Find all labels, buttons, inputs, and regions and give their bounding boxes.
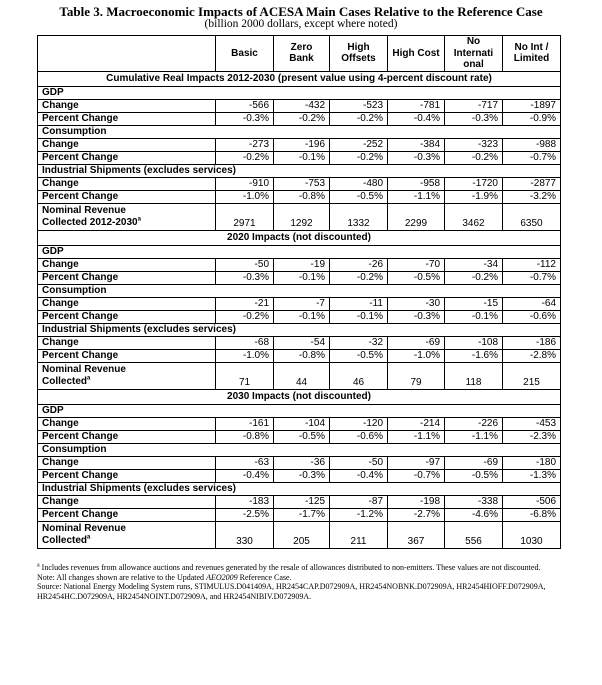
table-subtitle: (billion 2000 dollars, except where noted): [204, 18, 398, 30]
cell-value: -26: [330, 258, 388, 271]
table-row: [38, 297, 561, 310]
cell-value: -15: [445, 297, 503, 310]
cell-value: -226: [445, 417, 503, 430]
revenue-label-line2: Collected: [42, 534, 88, 546]
cell-value: -0.4%: [330, 469, 388, 482]
revenue-value: 367: [388, 521, 445, 548]
section-heading-row: [38, 389, 561, 404]
cell-value: -2.8%: [503, 349, 561, 362]
cell-value: -717: [445, 99, 503, 112]
cell-value: -453: [503, 417, 561, 430]
row-label: Percent Change: [38, 151, 216, 164]
cell-value: -196: [274, 138, 330, 151]
footnote-mark: a: [37, 562, 40, 569]
cell-value: -252: [330, 138, 388, 151]
cell-value: -0.7%: [388, 469, 445, 482]
cell-value: -0.8%: [274, 349, 330, 362]
cell-value: -480: [330, 177, 388, 190]
cell-value: -0.7%: [503, 151, 561, 164]
note-prefix: Note: All changes shown are relative to the Updated: [37, 572, 207, 582]
revenue-value: 118: [445, 362, 503, 389]
cell-value: -1.0%: [388, 349, 445, 362]
table-row: [38, 138, 561, 151]
group-name: GDP: [38, 86, 561, 99]
cell-value: -87: [330, 495, 388, 508]
group-row: [38, 245, 561, 258]
cell-value: -214: [388, 417, 445, 430]
cell-value: -0.2%: [216, 151, 274, 164]
column-header: [38, 36, 216, 72]
footnote-mark: a: [137, 216, 141, 223]
cell-value: -1.6%: [445, 349, 503, 362]
cell-value: -0.3%: [388, 310, 445, 323]
revenue-value: 6350: [503, 203, 561, 230]
cell-value: -0.2%: [216, 310, 274, 323]
row-label: Percent Change: [38, 349, 216, 362]
cell-value: -1.9%: [445, 190, 503, 203]
group-name: Industrial Shipments (excludes services): [38, 482, 561, 495]
cell-value: -0.3%: [274, 469, 330, 482]
column-header: Basic: [216, 36, 274, 72]
row-label: Percent Change: [38, 190, 216, 203]
cell-value: -0.5%: [274, 430, 330, 443]
row-label: Change: [38, 258, 216, 271]
cell-value: -1.1%: [445, 430, 503, 443]
table-row: [38, 99, 561, 112]
table-row: [38, 430, 561, 443]
cell-value: -50: [330, 456, 388, 469]
group-name: Industrial Shipments (excludes services): [38, 323, 561, 336]
cell-value: -125: [274, 495, 330, 508]
column-header: No Int / Limited: [503, 36, 561, 72]
cell-value: -69: [388, 336, 445, 349]
table-title: Table 3. Macroeconomic Impacts of ACESA Main Cases Relative to the Reference Case: [59, 4, 543, 19]
table-row: [38, 495, 561, 508]
revenue-value: 79: [388, 362, 445, 389]
cell-value: -0.5%: [330, 349, 388, 362]
cell-value: -1720: [445, 177, 503, 190]
table-row: [38, 349, 561, 362]
row-label: Change: [38, 177, 216, 190]
cell-value: -21: [216, 297, 274, 310]
cell-value: -0.3%: [445, 112, 503, 125]
cell-value: -161: [216, 417, 274, 430]
row-label: Change: [38, 417, 216, 430]
table-row: [38, 310, 561, 323]
cell-value: -19: [274, 258, 330, 271]
cell-value: -183: [216, 495, 274, 508]
source-line: Source: National Energy Modeling System runs, STIMULUS.D041409A, HR2454CAP.D072909A, HR2454NOBNK.D072909A, HR2454HIOFF.D072909A, HR2454HC.D072909A, HR2454NOINT.D072909A, and HR2454NIBIV.D072909A.: [37, 582, 546, 601]
revenue-value: 215: [503, 362, 561, 389]
footnotes: [37, 563, 567, 601]
revenue-value: 44: [274, 362, 330, 389]
cell-value: -1.1%: [388, 430, 445, 443]
row-label: Change: [38, 495, 216, 508]
cell-value: -338: [445, 495, 503, 508]
row-label: Change: [38, 138, 216, 151]
row-label: Percent Change: [38, 430, 216, 443]
cell-value: -753: [274, 177, 330, 190]
table-row: [38, 151, 561, 164]
footnote-mark: a: [87, 534, 91, 541]
footnote-text: Includes revenues from allowance auctions and revenues generated by the resale of allowances distributed to non-emitters. These values are not discounted.: [39, 563, 541, 572]
cell-value: -506: [503, 495, 561, 508]
cell-value: -4.6%: [445, 508, 503, 521]
group-row: [38, 443, 561, 456]
table-row: [38, 456, 561, 469]
revenue-label-line1: Nominal Revenue: [42, 523, 126, 534]
table-row: [38, 177, 561, 190]
cell-value: -180: [503, 456, 561, 469]
column-header: Zero Bank: [274, 36, 330, 72]
cell-value: -988: [503, 138, 561, 151]
row-label: Percent Change: [38, 508, 216, 521]
cell-value: -0.5%: [330, 190, 388, 203]
revenue-value: 46: [330, 362, 388, 389]
cell-value: -523: [330, 99, 388, 112]
cell-value: -0.3%: [216, 112, 274, 125]
cell-value: -0.8%: [274, 190, 330, 203]
revenue-value: 71: [216, 362, 274, 389]
section-heading-row: [38, 230, 561, 245]
cell-value: -36: [274, 456, 330, 469]
revenue-value: 330: [216, 521, 274, 548]
cell-value: -0.2%: [445, 151, 503, 164]
revenue-value: 3462: [445, 203, 503, 230]
cell-value: -0.4%: [388, 112, 445, 125]
cell-value: -120: [330, 417, 388, 430]
revenue-row: [38, 203, 561, 230]
note-suffix: Reference Case.: [237, 572, 292, 582]
row-label: Change: [38, 336, 216, 349]
cell-value: -2.5%: [216, 508, 274, 521]
row-label: Change: [38, 99, 216, 112]
table-row: [38, 508, 561, 521]
revenue-value: 1030: [503, 521, 561, 548]
cell-value: -1.7%: [274, 508, 330, 521]
cell-value: -0.1%: [274, 310, 330, 323]
revenue-value: 2971: [216, 203, 274, 230]
section-heading: 2020 Impacts (not discounted): [38, 230, 561, 245]
table-row: [38, 469, 561, 482]
cell-value: -11: [330, 297, 388, 310]
group-row: [38, 125, 561, 138]
revenue-value: 556: [445, 521, 503, 548]
cell-value: -0.1%: [274, 271, 330, 284]
cell-value: -0.8%: [216, 430, 274, 443]
cell-value: -0.1%: [274, 151, 330, 164]
cell-value: -0.1%: [445, 310, 503, 323]
cell-value: -0.6%: [330, 430, 388, 443]
cell-value: -50: [216, 258, 274, 271]
group-row: [38, 284, 561, 297]
group-row: [38, 323, 561, 336]
group-row: [38, 482, 561, 495]
revenue-value: 1332: [330, 203, 388, 230]
column-header-row: [38, 36, 561, 72]
cell-value: -1.0%: [216, 349, 274, 362]
cell-value: -32: [330, 336, 388, 349]
cell-value: -0.7%: [503, 271, 561, 284]
revenue-label: [38, 521, 216, 548]
table-row: [38, 271, 561, 284]
cell-value: -30: [388, 297, 445, 310]
column-header: High Cost: [388, 36, 445, 72]
cell-value: -0.2%: [445, 271, 503, 284]
footnote-mark: a: [87, 375, 91, 382]
cell-value: -3.2%: [503, 190, 561, 203]
cell-value: -1.1%: [388, 190, 445, 203]
table-body: [38, 71, 561, 548]
revenue-value: 1292: [274, 203, 330, 230]
cell-value: -69: [445, 456, 503, 469]
cell-value: -97: [388, 456, 445, 469]
cell-value: -112: [503, 258, 561, 271]
table-row: [38, 417, 561, 430]
cell-value: -1.0%: [216, 190, 274, 203]
cell-value: -0.3%: [388, 151, 445, 164]
cell-value: -108: [445, 336, 503, 349]
revenue-row: [38, 362, 561, 389]
revenue-label-line1: Nominal Revenue: [42, 364, 126, 375]
group-name: GDP: [38, 404, 561, 417]
cell-value: -64: [503, 297, 561, 310]
revenue-value: 211: [330, 521, 388, 548]
cell-value: -198: [388, 495, 445, 508]
cell-value: -104: [274, 417, 330, 430]
section-heading-row: [38, 71, 561, 86]
cell-value: -0.2%: [330, 151, 388, 164]
cell-value: -63: [216, 456, 274, 469]
revenue-label-line1: Nominal Revenue: [42, 205, 126, 216]
column-header: No Internati onal: [445, 36, 503, 72]
row-label: Percent Change: [38, 469, 216, 482]
cell-value: -7: [274, 297, 330, 310]
row-label: Percent Change: [38, 310, 216, 323]
cell-value: -0.2%: [330, 271, 388, 284]
revenue-row: [38, 521, 561, 548]
cell-value: -34: [445, 258, 503, 271]
footnote-a: [37, 563, 567, 573]
cell-value: -0.6%: [503, 310, 561, 323]
revenue-value: 2299: [388, 203, 445, 230]
table-row: [38, 190, 561, 203]
group-name: GDP: [38, 245, 561, 258]
row-label: Percent Change: [38, 112, 216, 125]
group-name: Industrial Shipments (excludes services): [38, 164, 561, 177]
cell-value: -1897: [503, 99, 561, 112]
cell-value: -1.3%: [503, 469, 561, 482]
group-row: [38, 404, 561, 417]
group-row: [38, 164, 561, 177]
note-line: [37, 573, 567, 583]
cell-value: -0.1%: [330, 310, 388, 323]
cell-value: -958: [388, 177, 445, 190]
table-row: [38, 112, 561, 125]
note-italic: AEO2009: [206, 572, 238, 582]
cell-value: -910: [216, 177, 274, 190]
group-row: [38, 86, 561, 99]
cell-value: -781: [388, 99, 445, 112]
impacts-table: [37, 35, 561, 549]
cell-value: -2877: [503, 177, 561, 190]
cell-value: -1.2%: [330, 508, 388, 521]
cell-value: -0.5%: [445, 469, 503, 482]
column-header: High Offsets: [330, 36, 388, 72]
revenue-label: [38, 362, 216, 389]
cell-value: -70: [388, 258, 445, 271]
group-name: Consumption: [38, 125, 561, 138]
section-heading: Cumulative Real Impacts 2012-2030 (present value using 4-percent discount rate): [38, 71, 561, 86]
table-row: [38, 258, 561, 271]
cell-value: -0.2%: [330, 112, 388, 125]
cell-value: -0.3%: [216, 271, 274, 284]
row-label: Percent Change: [38, 271, 216, 284]
cell-value: -0.9%: [503, 112, 561, 125]
row-label: Change: [38, 297, 216, 310]
cell-value: -186: [503, 336, 561, 349]
cell-value: -0.4%: [216, 469, 274, 482]
cell-value: -0.2%: [274, 112, 330, 125]
cell-value: -2.3%: [503, 430, 561, 443]
revenue-label: [38, 203, 216, 230]
cell-value: -54: [274, 336, 330, 349]
group-name: Consumption: [38, 284, 561, 297]
cell-value: -68: [216, 336, 274, 349]
table-row: [38, 336, 561, 349]
section-heading: 2030 Impacts (not discounted): [38, 389, 561, 404]
cell-value: -384: [388, 138, 445, 151]
revenue-value: 205: [274, 521, 330, 548]
cell-value: -0.5%: [388, 271, 445, 284]
revenue-label-line2: Collected: [42, 375, 88, 387]
cell-value: -2.7%: [388, 508, 445, 521]
cell-value: -566: [216, 99, 274, 112]
revenue-label-line2: Collected 2012-2030: [42, 216, 138, 228]
cell-value: -323: [445, 138, 503, 151]
cell-value: -273: [216, 138, 274, 151]
cell-value: -6.8%: [503, 508, 561, 521]
group-name: Consumption: [38, 443, 561, 456]
cell-value: -432: [274, 99, 330, 112]
row-label: Change: [38, 456, 216, 469]
